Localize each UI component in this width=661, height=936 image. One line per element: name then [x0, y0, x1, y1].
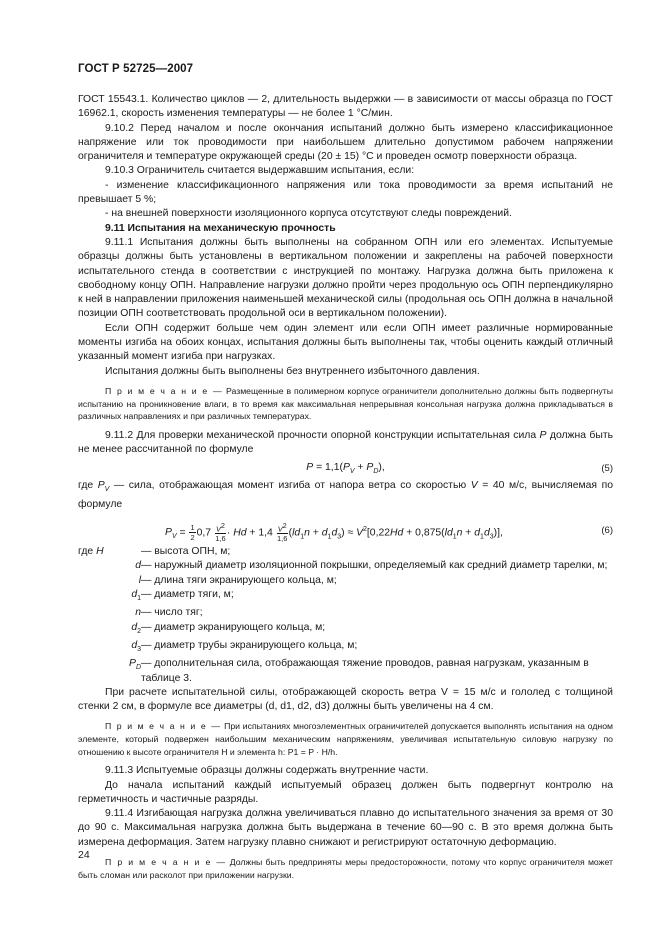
- note: [78, 720, 613, 758]
- definition-row: где H — высота ОПН, м;: [78, 545, 231, 557]
- paragraph-9-10-2: 9.10.2 Перед началом и после окончания испытаний должно быть измерено классификационное напряжение или ток проводимости при наибольшем длительно допустимом рабочем напряжении ограничителя и температуре окружающей среды (20 ± 15) °С и проведен осмотр поверхности образца.: [78, 122, 613, 163]
- paragraph-9-10-3: 9.10.3 Ограничитель считается выдержавшим испытания, если:: [105, 165, 415, 177]
- definition-row: $d_1$ — диаметр тяги, м;: [131, 588, 234, 602]
- note-text: Размещенные в полимерном корпусе ограничители дополнительно должны быть подвергнуты испытанию на проникновение влаги, в то время как максимальная непрерывная консольная нагрузка должна прикладываться в различных направлениях и при различных температурах.: [78, 385, 613, 422]
- note-text: При испытаниях многоэлементных ограничителей допускается выполнять испытания на одном элементе, который подвержен наибольшим механическим напряжениям, увеличивая испытательную силовую нагрузку по отношению к высоте ограничителя H и элемента h: P1 = P · H/h.: [78, 721, 613, 757]
- note-label: П р и м е ч а н и е —: [105, 385, 224, 396]
- section-heading-9-11: 9.11 Испытания на механическую прочность: [105, 222, 336, 234]
- note-label: П р и м е ч а н и е —: [105, 857, 227, 868]
- document-header: ГОСТ Р 52725—2007: [78, 63, 194, 75]
- note-label: П р и м е ч а н и е —: [105, 721, 222, 732]
- paragraph: До начала испытаний каждый испытуемый образец должен быть подвергнут контролю на герметичность и частичные разряды.: [78, 779, 613, 805]
- formula-number: (5): [601, 463, 613, 475]
- paragraph: Если ОПН содержит больше чем один элемент или если ОПН имеет различные нормированные моменты изгиба на обоих концах, испытания должны быть выполнены так, чтобы оценить каждый отличный указанный момент изгиба при нагрузках.: [78, 322, 613, 363]
- paragraph-9-11-4: 9.11.4 Изгибающая нагрузка должна увеличиваться плавно до испытательного значения за время от 30 до 90 с. Максимальная нагрузка должна быть выдержана в течение 60—90 с. В это время должна быть измерена деформация. Затем нагрузку плавно снижают и регистрируют остаточную деформацию.: [78, 808, 613, 848]
- document-body: [78, 93, 613, 887]
- formula-expression: $P = 1,1(P_V + P_D)$,: [306, 462, 385, 476]
- formula-6: [78, 516, 613, 542]
- paragraph-9-11-2: 9.11.2 Для проверки механической прочности опорной конструкции испытательная сила P должна быть не менее рассчитанной по формуле: [78, 429, 614, 456]
- formula-5: [78, 461, 613, 477]
- paragraph-9-11-1: 9.11.1 Испытания должны быть выполнены на собранном ОПН или его элементах. Испытуемые образцы должны быть установлены в вертикальном положении и закреплены на рабочей поверхности испытательного стенда в соответствии с инструкцией по монтажу. Нагрузка должна быть приложена к свободному концу ОПН. Направление нагрузки должно пройти через продольную ось ОПН перпендикулярно к ней в направлении приложения наименьшей механической силы (продольная ось ОПН должна в начальной позиции ОПН соответствовать продольной оси в вертикальном положении).: [78, 236, 613, 320]
- definition-row: $P_D$ — дополнительная сила, отображающая тяжение проводов, равная нагрузкам, указанным в таблице 3.: [129, 658, 589, 684]
- formula-where: где $P_V$ — сила, отображающая момент изгиба от напора ветра со скоростью V = 40 м/с, вычисляемая по формуле: [78, 480, 613, 510]
- formula-number: (6): [601, 524, 613, 536]
- list-item: - на внешней поверхности изоляционного корпуса отсутствуют следы повреждений.: [105, 208, 512, 220]
- definition-row: $d_2$ — диаметр экранирующего кольца, м;: [131, 621, 326, 635]
- definition-row: $d_3$ — диаметр трубы экранирующего кольца, м;: [131, 639, 358, 653]
- note-text: Должны быть предприняты меры предосторожности, потому что корпус ограничителя может быть сломан или расколот при приложении нагрузки.: [78, 857, 613, 880]
- paragraph: При расчете испытательной силы, отображающей скорость ветра V = 15 м/с и гололед с толщиной стенки 2 см, в формуле все диаметры (d, d1, d2, d3) должны быть увеличены на 4 см.: [78, 686, 613, 713]
- page-number: 24: [78, 849, 90, 861]
- paragraph: Испытания должны быть выполнены без внутреннего избыточного давления.: [105, 365, 480, 377]
- note: [78, 385, 613, 423]
- definition-row: l — длина тяги экранирующего кольца, м;: [138, 574, 337, 586]
- definition-row: d — наружный диаметр изоляционной покрышки, определяемый как средний диаметр тарелки, м;: [135, 560, 608, 572]
- formula-expression: $P_V$ = $\frac{1}{2}$ 0,7 $\frac{V^2}{1,6}$ · Hd + 1,4 $\frac{V^2}{1,6}$ $(ld_1n + d_1d_3) \approx V^2[0,22Hd + 0,875(ld_1n + d_1d_3)]$,: [165, 522, 503, 544]
- definitions-list: [78, 545, 613, 686]
- paragraph-9-11-3: 9.11.3 Испытуемые образцы должны содержать внутренние части.: [105, 765, 429, 777]
- paragraph: ГОСТ 15543.1. Количество циклов — 2, длительность выдержки — в зависимости от массы образца по ГОСТ 16962.1, скорость изменения температуры — не более 1 °С/мин.: [78, 94, 613, 120]
- list-item: - изменение классификационного напряжения или тока проводимости за время испытаний не превышает 5 %;: [78, 179, 613, 206]
- definition-row: n — число тяг;: [135, 607, 203, 619]
- note: [78, 856, 613, 881]
